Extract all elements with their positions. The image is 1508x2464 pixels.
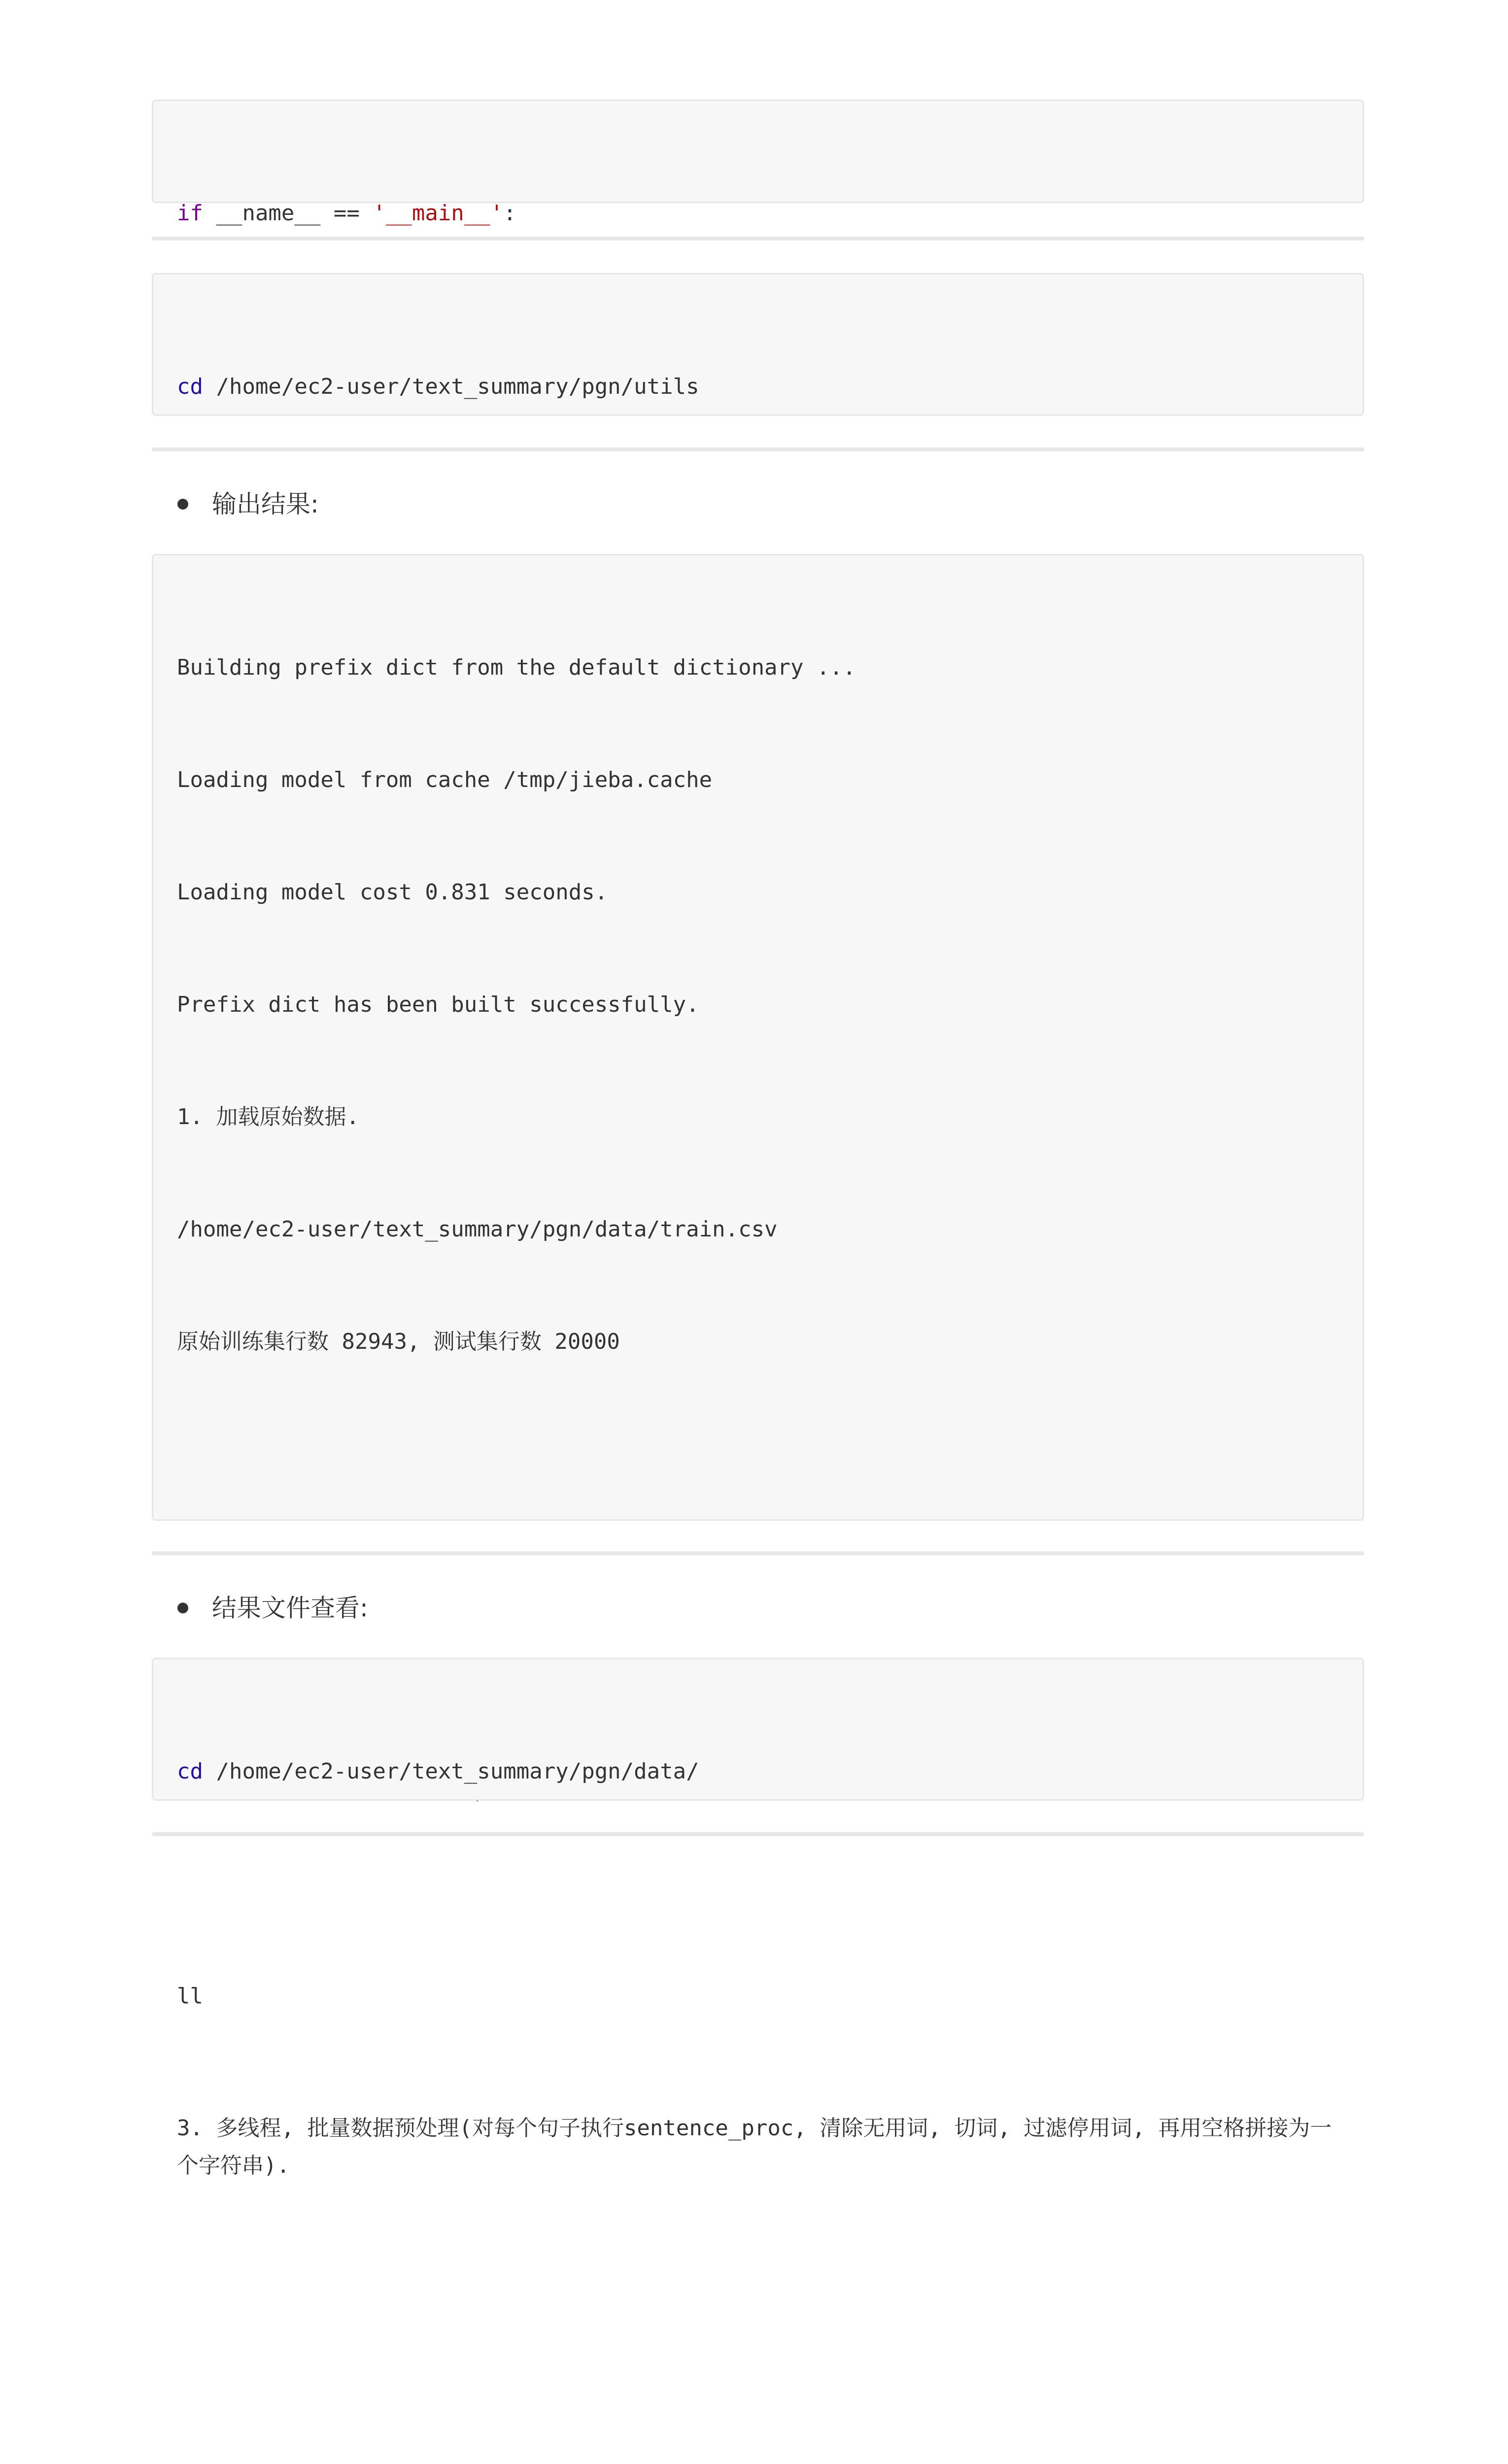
command-cd: cd — [177, 1759, 203, 1784]
bullet-view-result-files — [177, 1589, 368, 1627]
output-line: Loading model from cache /tmp/jieba.cache — [177, 767, 713, 792]
code-block-run-preprocess — [152, 273, 1364, 416]
code-line-blank — [177, 480, 1339, 518]
command-cd: cd — [177, 374, 203, 399]
divider-3 — [152, 1551, 1364, 1555]
code-line-blank — [177, 1865, 1339, 1903]
output-line: 3. 多线程, 批量数据预处理(对每个句子执行sentence_proc, 清除无用词, 切词, 过滤停用词, 再用空格拼接为一个字符串). — [177, 2116, 1332, 2178]
divider-2 — [152, 447, 1364, 451]
code-block-list-data — [152, 1658, 1364, 2009]
cd-path: /home/ec2-user/text_summary/pgn/data/ — [203, 1759, 699, 1784]
bullet-dot-icon — [177, 1603, 188, 1613]
output-line-blank — [177, 2259, 1339, 2297]
code-line-cd-data — [177, 1753, 1339, 1790]
string-main: '__main__' — [373, 201, 504, 226]
code-line-ll: ll — [177, 1984, 203, 2009]
bullet-dot-icon — [177, 499, 188, 510]
output-line: 原始训练集行数 82943, 测试集行数 20000 — [177, 1329, 620, 1354]
code-line-cd-utils — [177, 368, 1339, 406]
code-colon: : — [503, 201, 516, 226]
keyword-if: if — [177, 201, 203, 226]
cd-path: /home/ec2-user/text_summary/pgn/utils — [203, 374, 699, 399]
divider-4 — [152, 1832, 1364, 1836]
output-line: 1. 加载原始数据. — [177, 1104, 359, 1129]
bullet-view-label: 结果文件查看: — [212, 1594, 368, 1622]
output-line: Loading model cost 0.831 seconds. — [177, 880, 608, 905]
code-line-if-main — [177, 195, 1339, 232]
bullet-output-results — [177, 485, 319, 523]
code-name-compare: __name__ == — [203, 201, 373, 226]
divider-1 — [152, 237, 1364, 240]
code-block-main-guard — [152, 100, 1364, 226]
output-line-blank — [177, 1436, 1339, 1473]
output-line: Building prefix dict from the default dictionary ... — [177, 655, 856, 680]
output-line-blank — [177, 2372, 1339, 2409]
output-line: Prefix dict has been built successfully. — [177, 992, 699, 1017]
bullet-output-label: 输出结果: — [212, 490, 319, 518]
output-line: /home/ec2-user/text_summary/pgn/data/train.csv — [177, 1217, 778, 1242]
